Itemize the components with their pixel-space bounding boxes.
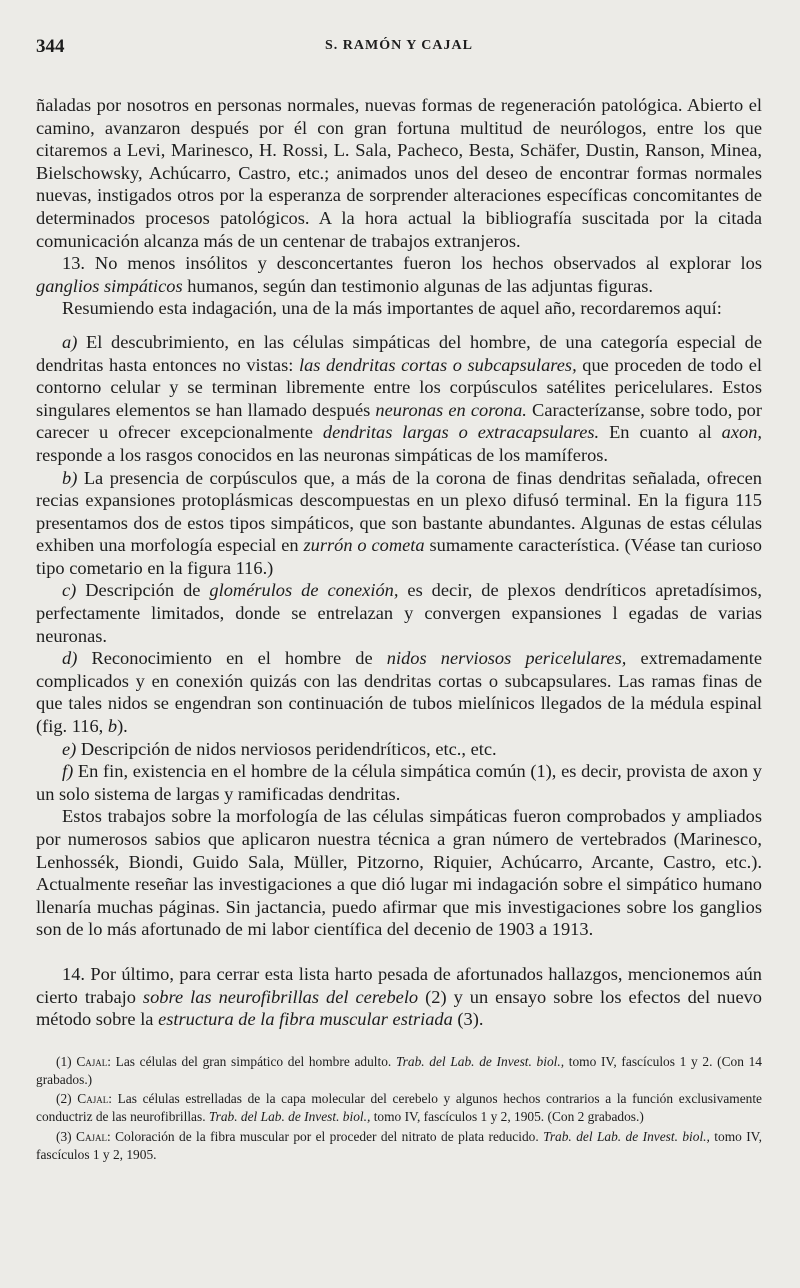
footnotes xyxy=(36,1053,762,1164)
text-run: 14. Por último, para cerrar esta lista harto pesada de afortunados hallazgos, mencionemos aún cierto trabajo xyxy=(36,963,762,1007)
italic-text: las dendritas cortas o subcapsulares, xyxy=(298,354,577,375)
paragraph xyxy=(36,805,762,941)
italic-text: Trab. del Lab. de Invest. biol., xyxy=(208,1109,371,1125)
text-run: Cajal xyxy=(76,1128,107,1144)
text-run: (2) y un ensayo sobre los efectos del nuevo método sobre la xyxy=(36,986,762,1030)
italic-text: b) xyxy=(62,467,78,488)
text-run: En cuanto al xyxy=(599,422,722,443)
footnote-2 xyxy=(36,1090,762,1126)
text-run: : Las células estrelladas de la capa molecular del cerebelo y algunos hechos contrarios a la función exclusivamente conductriz de las neurofibrillas. xyxy=(36,1091,762,1125)
text-run: Cajal xyxy=(77,1091,109,1107)
italic-text: axon, xyxy=(721,422,763,443)
list-item-f xyxy=(36,760,762,805)
text-run: Reconocimiento en el hombre de xyxy=(77,648,387,669)
paragraph xyxy=(36,297,762,320)
footnote-3 xyxy=(36,1128,762,1164)
italic-text: neuronas en corona. xyxy=(375,399,527,420)
text-run: (3) xyxy=(56,1128,77,1144)
text-run: ñaladas por nosotros en personas normales, nuevas formas de regeneración patológica. Abierto el camino, avanzaron después por él con gran fortuna multitud de neurólogos, entre los que citaremos a Levi, Marinesco, H. Rossi, L. Sala, Pacheco, Besta, Schäfer, Dustin, Ranson, Minea, Bielschowsky, Achúcarro, Castro, etc.; animados unos del deseo de encontrar formas normales nuevas, instigados otros por la esperanza de sorprender alteraciones específicas concomitantes de determinados procesos patológicos. A la hora actual la bibliografía suscitada por la citada comunicación alcanza más de un centenar de trabajos extranjeros. xyxy=(36,95,762,251)
paragraph-section-14 xyxy=(36,963,762,1031)
text-run: : Coloración de la fibra muscular por el proceder del nitrato de plata reducido. xyxy=(106,1128,544,1144)
text-run: En fin, existencia en el hombre de la célula simpática común (1), es decir, provista de axon y un solo sistema de largas y ramificadas dendritas. xyxy=(36,761,762,804)
footnote-1 xyxy=(36,1053,762,1089)
italic-text: nidos nerviosos pericelulares, xyxy=(386,648,627,669)
italic-text: estructura de la fibra muscular estriada xyxy=(158,1009,453,1030)
italic-text: zurrón o cometa xyxy=(303,535,425,556)
text-run: que proceden de todo el contorno celular y se terminan libremente entre los corpúsculos satélites pericelulares. Estos singulares elementos se han llamado después xyxy=(36,354,763,420)
list-item-c xyxy=(36,579,762,647)
text-run: tomo IV, fascículos 1 y 2. (Con 14 grabados.) xyxy=(36,1053,762,1087)
text-run: sumamente característica. (Véase tan curioso tipo cometario en la figura 116.) xyxy=(36,535,762,578)
italic-text: f) xyxy=(62,761,74,782)
page-header xyxy=(36,30,762,64)
italic-text: e) xyxy=(62,738,77,759)
text-run: (1) xyxy=(56,1053,77,1069)
body-text xyxy=(36,94,762,1031)
text-run: Cajal xyxy=(76,1053,108,1069)
text-run: La presencia de corpúsculos que, a más de la corona de finas dendritas señalada, ofrecen recias expansiones protoplásmicas descompuestas en un plexo difusó terminal. En la figura 115 presentamos dos de estos tipos simpáticos, que son bastante abundantes. Algunas de estas células exhiben una morfología especial en xyxy=(36,467,762,556)
italic-text: Trab. del Lab. de Invest. biol., xyxy=(543,1128,710,1144)
list-item-e xyxy=(36,738,762,761)
text-run: tomo IV, fascículos 1 y 2, 1905. (Con 2 grabados.) xyxy=(370,1109,644,1125)
italic-text: b xyxy=(107,716,118,737)
italic-text: ganglios simpáticos xyxy=(36,275,183,296)
text-run: 13. No menos insólitos y desconcertantes fueron los hechos observados al explorar los xyxy=(62,253,762,274)
text-run: Resumiendo esta indagación, una de la más importantes de aquel año, recordaremos aquí: xyxy=(62,298,722,319)
page-number: 344 xyxy=(36,36,65,57)
text-run: extremadamente complicados y en conexión quizás con las dendritas cortas o subcapsulares. Las ramas finas de que tales nidos se engendran son continuación de tubos mielínicos llegados de la médula espinal (fig. 116, xyxy=(36,648,763,737)
text-run: Caracterízanse, sobre todo, por carecer u ofrecer excepcionalmente xyxy=(36,399,762,443)
paragraph xyxy=(36,94,762,252)
italic-text: dendritas largas o extracapsulares. xyxy=(322,422,600,443)
italic-text: glomérulos de conexión, xyxy=(209,580,399,601)
running-head: S. RAMÓN Y CAJAL xyxy=(325,38,473,53)
italic-text: sobre las neurofibrillas del cerebelo xyxy=(142,986,419,1007)
italic-text: a) xyxy=(62,331,78,352)
list-item-a xyxy=(36,331,762,467)
text-run: Descripción de xyxy=(76,580,210,601)
text-run: El descubrimiento, en las células simpáticas del hombre, de una categoría especial de dendritas hasta entonces no vistas: xyxy=(36,331,762,375)
italic-text: d) xyxy=(62,648,78,669)
text-run: (2) xyxy=(56,1091,78,1107)
text-run: Descripción de nidos nerviosos peridendríticos, etc., etc. xyxy=(76,738,497,759)
text-run: : Las células del gran simpático del hombre adulto. xyxy=(107,1053,396,1069)
text-run: ). xyxy=(117,716,128,737)
text-run: (3). xyxy=(452,1009,484,1030)
text-run: responde a los rasgos conocidos en las neuronas simpáticas de los mamíferos. xyxy=(36,444,609,465)
paragraph-section-13 xyxy=(36,252,762,297)
text-run: es decir, de plexos dendríticos apretadísimos, perfectamente limitados, donde se entrelazan y convergen expansiones l egadas de varias neuronas. xyxy=(36,580,762,646)
list-item-b xyxy=(36,467,762,580)
text-run: tomo IV, fascículos 1 y 2, 1905. xyxy=(36,1128,762,1162)
text-run: Estos trabajos sobre la morfología de las células simpáticas fueron comprobados y ampliados por numerosos sabios que aplicaron nuestra técnica a gran número de vertebrados (Marinesco, Lenhossék, Biondi, Guido Sala, Müller, Pitzorno, Riquier, Achúcarro, Arcante, Castro, etc.). Actualmente reseñar las investigaciones a que dió lugar mi indagación sobre el simpático humano llenaría muchas páginas. Sin jactancia, puedo afirmar que mis investigaciones sobre los ganglios son de lo más afortunado de mi labor científica del decenio de 1903 a 1913. xyxy=(36,806,762,940)
italic-text: Trab. del Lab. de Invest. biol., xyxy=(395,1053,565,1069)
text-run: humanos, según dan testimonio algunas de las adjuntas figuras. xyxy=(182,275,654,296)
list-item-d xyxy=(36,647,762,737)
italic-text: c) xyxy=(62,580,77,601)
